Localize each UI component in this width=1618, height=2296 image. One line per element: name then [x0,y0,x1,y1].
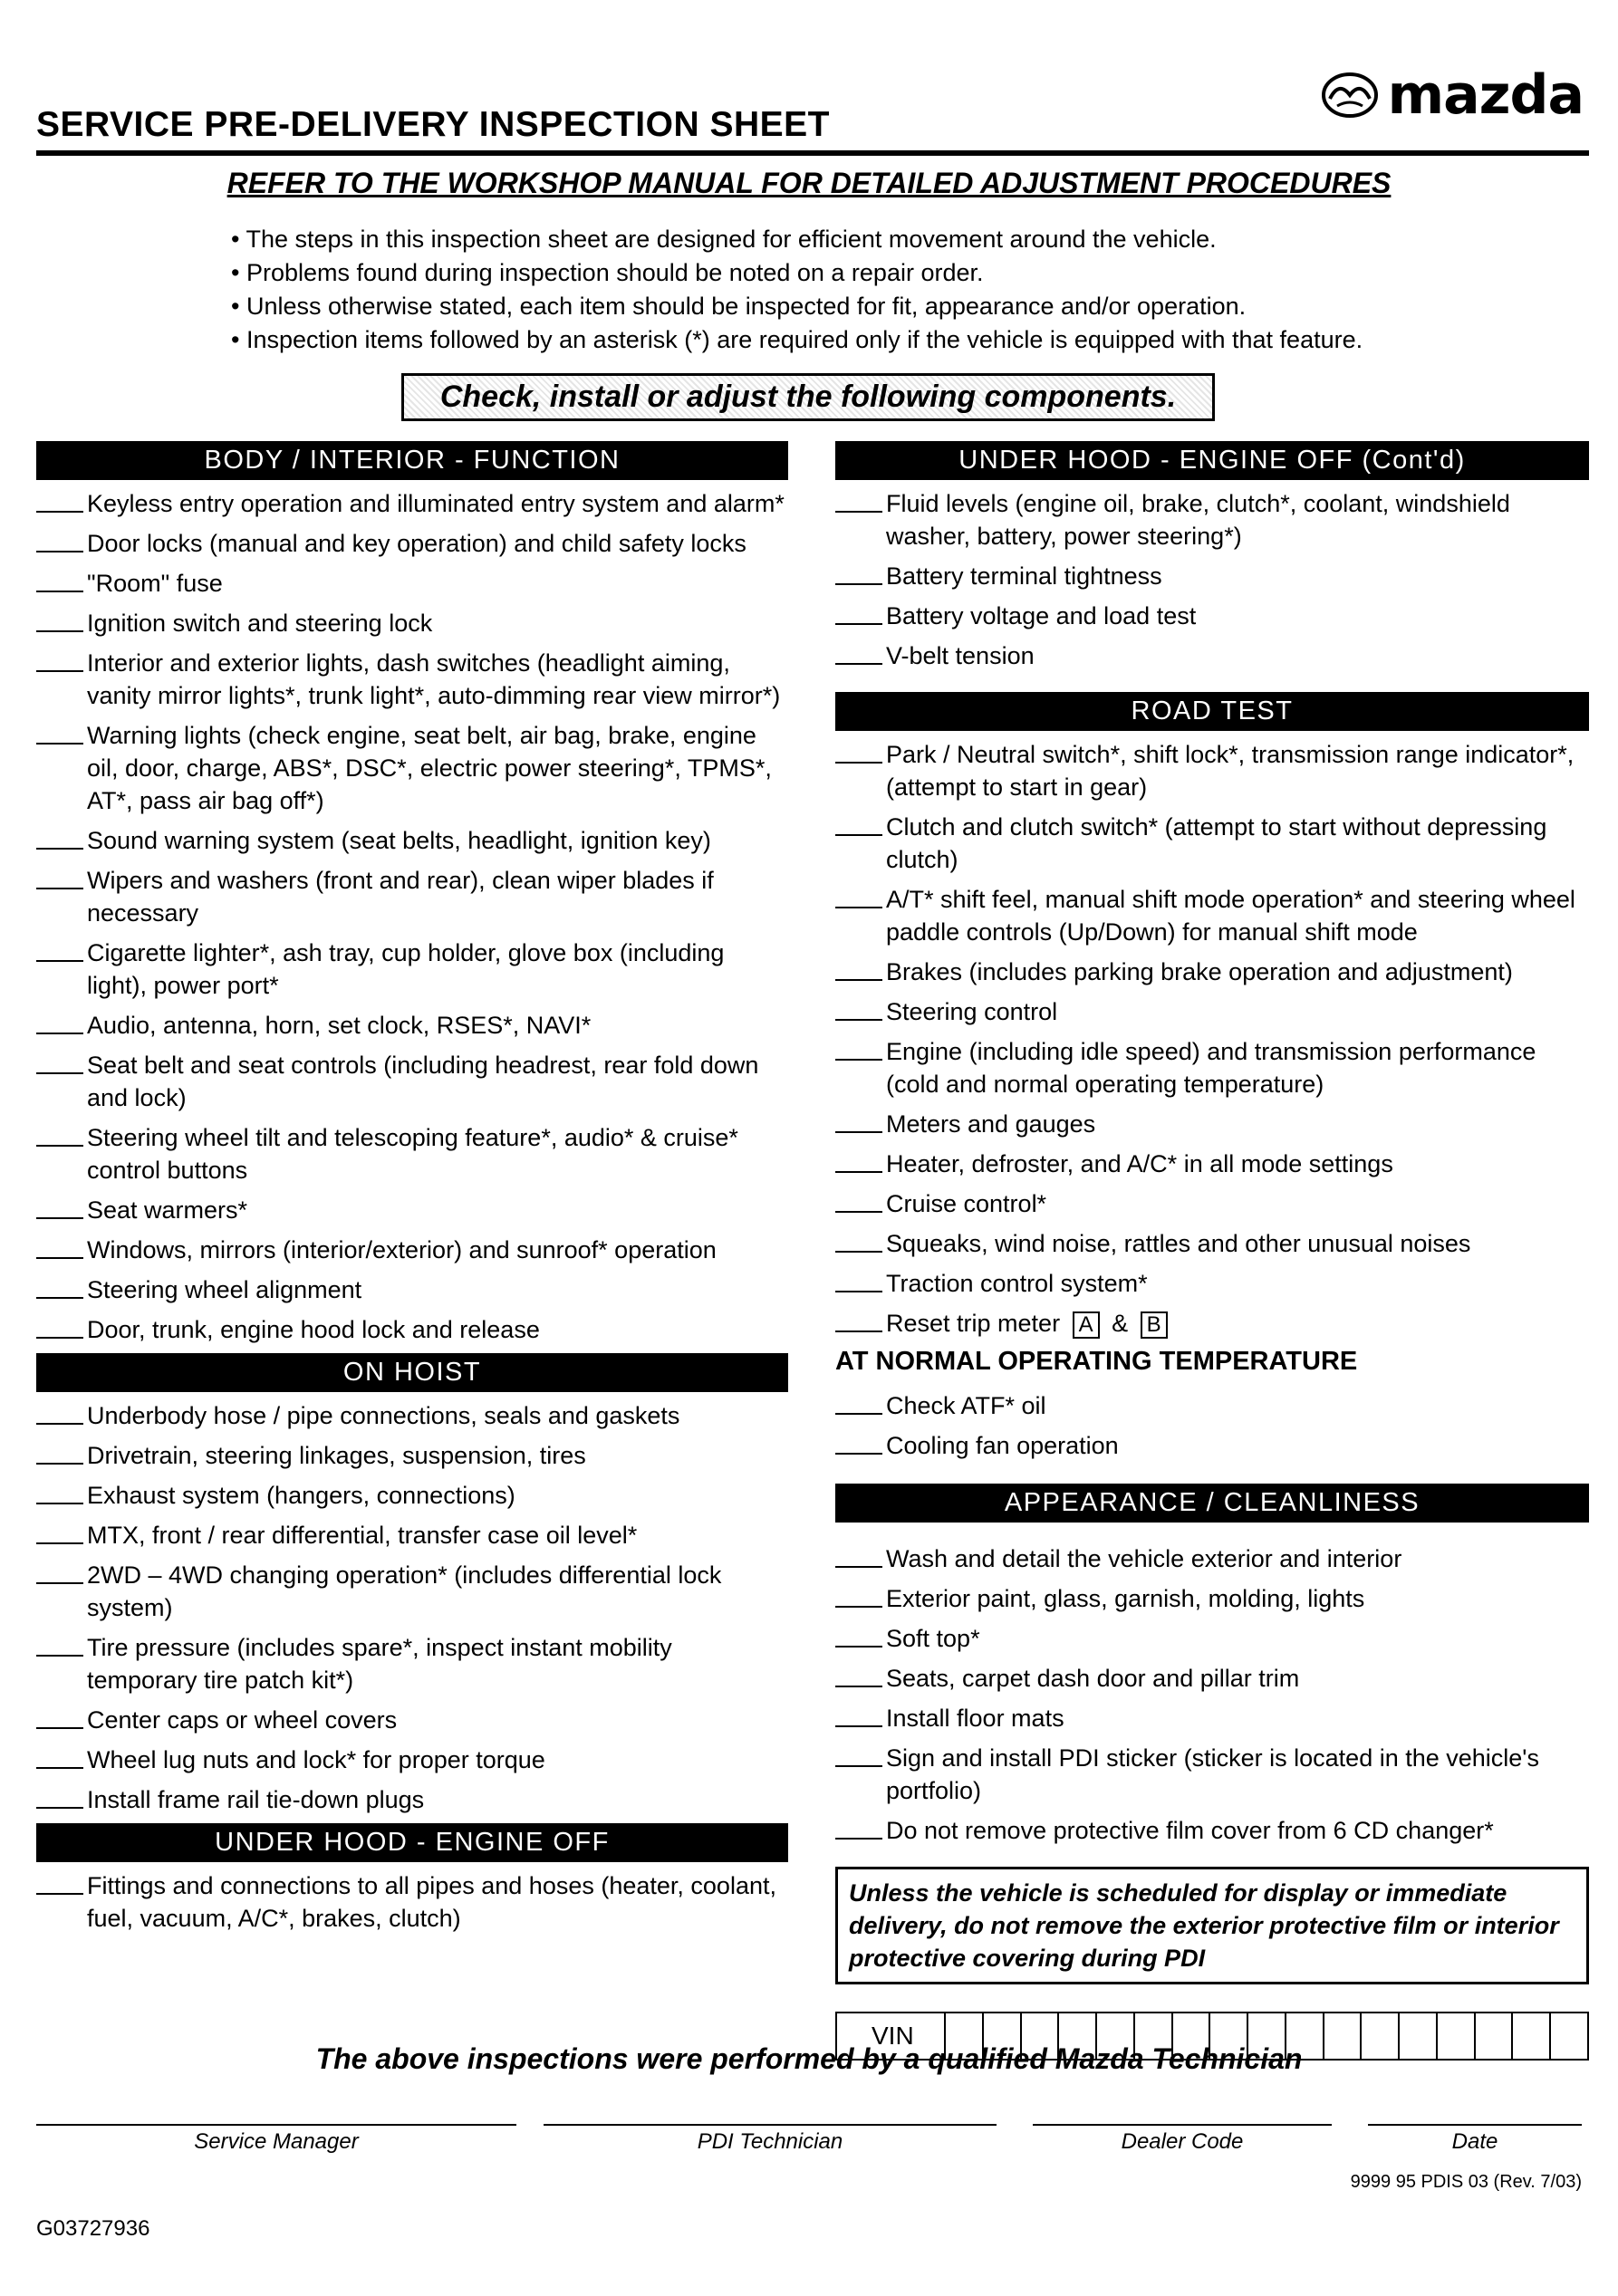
item-text: "Room" fuse [87,570,223,597]
item-text: Wheel lug nuts and lock* for proper torque [87,1746,545,1773]
checklist-item [835,883,1589,948]
item-text: Soft top* [886,1625,980,1652]
check-blank[interactable] [36,1727,83,1729]
item-text: Steering wheel alignment [87,1276,362,1303]
section-header-road-test: ROAD TEST [835,692,1589,731]
checklist-item [36,487,788,520]
section-header-appearance: APPEARANCE / CLEANLINESS [835,1484,1589,1523]
check-blank[interactable] [835,1059,882,1061]
item-text: Do not remove protective film cover from 6 CD changer* [886,1817,1494,1844]
item-text: Heater, defroster, and A/C* in all mode settings [886,1150,1393,1177]
checklist-item [36,1234,788,1266]
check-blank[interactable] [835,1413,882,1415]
checklist-item [835,1148,1589,1180]
intro-item: • Problems found during inspection should be noted on a repair order. [231,256,1363,290]
check-blank[interactable] [835,834,882,836]
check-blank[interactable] [36,1542,83,1544]
item-text: Battery terminal tightness [886,562,1162,590]
item-text: Squeaks, wind noise, rattles and other unusual noises [886,1230,1471,1257]
checklist-item [835,1108,1589,1140]
checklist-item [835,1389,1589,1422]
trip-b-box: B [1141,1311,1168,1339]
item-text: Steering control [886,998,1058,1025]
item-text: Brakes (includes parking brake operation and adjustment) [886,958,1513,985]
check-blank[interactable] [835,1019,882,1021]
item-text: Audio, antenna, horn, set clock, RSES*, NAVI* [87,1012,592,1039]
item-text: Tire pressure (includes spare*, inspect instant mobility temporary tire patch kit*) [87,1634,672,1694]
item-text: Install floor mats [886,1705,1064,1732]
item-text: Traction control system* [886,1270,1148,1297]
item-text: Seats, carpet dash door and pillar trim [886,1665,1300,1692]
check-blank[interactable] [36,1337,83,1339]
item-text: Meters and gauges [886,1110,1096,1138]
check-blank[interactable] [835,1171,882,1173]
field-dealer-code[interactable]: Dealer Code [1033,2124,1332,2155]
checklist-item [835,1622,1589,1655]
check-blank[interactable] [36,1257,83,1259]
normal-temp-list [835,1389,1589,1462]
check-blank[interactable] [835,1131,882,1133]
checklist-item [36,1273,788,1306]
item-text: MTX, front / rear differential, transfer case oil level* [87,1522,638,1549]
checklist-item [835,738,1589,803]
check-blank[interactable] [36,743,83,745]
checklist-item [36,824,788,857]
item-text: Check ATF* oil [886,1392,1046,1419]
check-blank[interactable] [835,1646,882,1648]
signature-pdi-technician[interactable]: PDI Technician [544,2124,997,2155]
check-blank[interactable] [835,1251,882,1253]
header-rule [36,150,1589,156]
checklist-item [36,527,788,560]
checklist-item [36,1519,788,1551]
checklist-item [835,1662,1589,1695]
check-blank[interactable] [36,1072,83,1074]
check-blank[interactable] [36,630,83,632]
checklist-item [36,567,788,600]
body-interior-list [36,487,788,1346]
checklist-item [36,1121,788,1186]
check-blank[interactable] [36,1217,83,1219]
check-blank[interactable] [835,1606,882,1608]
check-blank[interactable] [36,591,83,592]
section-header-normal-temp: AT NORMAL OPERATING TEMPERATURE [835,1347,1358,1376]
check-blank[interactable] [36,1297,83,1299]
checklist-item [835,1742,1589,1807]
section-header-under-hood-contd: UNDER HOOD - ENGINE OFF (Cont'd) [835,441,1589,480]
item-text: Drivetrain, steering linkages, suspension, tires [87,1442,586,1469]
item-text: Door locks (manual and key operation) and child safety locks [87,530,746,557]
item-text: Exhaust system (hangers, connections) [87,1482,515,1509]
item-text: Sound warning system (seat belts, headlight, ignition key) [87,827,711,854]
item-text: Wipers and washers (front and rear), clean wiper blades if necessary [87,867,714,927]
brand-logo [1321,63,1584,127]
checklist-item [36,1009,788,1042]
check-blank[interactable] [835,1765,882,1767]
checklist-item-reset-trip [835,1307,1589,1340]
on-hoist-list [36,1399,788,1816]
item-text: Center caps or wheel covers [87,1706,398,1734]
checklist-item [835,1429,1589,1462]
check-blank[interactable] [835,511,882,513]
checklist-item [36,1559,788,1624]
check-blank[interactable] [36,511,83,513]
certification-statement: The above inspections were performed by a qualified Mazda Technician [315,2042,1303,2075]
signature-service-manager[interactable]: Service Manager [36,2124,516,2155]
check-blank[interactable] [835,762,882,764]
item-text: Interior and exterior lights, dash switches (headlight aiming, vanity mirror lights*, trunk light*, auto-dimming rear view mirror*) [87,649,781,709]
item-text: Fittings and connections to all pipes and hoses (heater, coolant, fuel, vacuum, A/C*, brakes, clutch) [87,1872,776,1932]
checklist-item [36,719,788,817]
check-blank[interactable] [36,1423,83,1425]
item-text: Clutch and clutch switch* (attempt to start without depressing clutch) [886,813,1547,873]
checklist-item [835,1187,1589,1220]
check-blank[interactable] [835,1453,882,1455]
check-blank[interactable] [835,1838,882,1840]
appearance-list [835,1542,1589,1847]
check-blank[interactable] [835,907,882,908]
check-blank[interactable] [835,1331,882,1332]
checklist-item [36,1399,788,1432]
intro-list [231,223,1363,357]
checklist-item [835,487,1589,552]
check-blank[interactable] [36,888,83,889]
item-text: Door, trunk, engine hood lock and release [87,1316,540,1343]
mazda-emblem-icon [1321,72,1379,119]
item-text: Battery voltage and load test [886,602,1197,629]
check-blank[interactable] [835,1566,882,1568]
checklist-item [36,1049,788,1114]
item-text: Cruise control* [886,1190,1047,1217]
intro-item: • Inspection items followed by an asterisk (*) are required only if the vehicle is equipped with that feature. [231,323,1363,357]
check-blank[interactable] [835,623,882,625]
check-blank[interactable] [36,1767,83,1769]
checklist-item [36,1631,788,1696]
check-blank[interactable] [36,551,83,552]
check-blank[interactable] [36,1033,83,1034]
checklist-item [36,937,788,1002]
checklist-item [36,1439,788,1472]
item-text: Install frame rail tie-down plugs [87,1786,425,1813]
check-blank[interactable] [36,1463,83,1465]
item-text: Engine (including idle speed) and transmission performance (cold and normal operating temperature) [886,1038,1536,1098]
item-text: Steering wheel tilt and telescoping feature*, audio* & cruise* control buttons [87,1124,738,1184]
checklist-item [835,639,1589,672]
item-text: Cigarette lighter*, ash tray, cup holder, glove box (including light), power port* [87,939,725,999]
item-text: 2WD – 4WD changing operation* (includes differential lock system) [87,1561,722,1621]
checklist-item [36,1869,788,1935]
check-blank[interactable] [36,1145,83,1147]
trip-amp: & [1112,1310,1129,1337]
vin-label: VIN [872,2022,914,2050]
checklist-item [36,1479,788,1512]
check-blank[interactable] [36,1503,83,1504]
form-number: 9999 95 PDIS 03 (Rev. 7/03) [1350,2172,1582,2192]
checklist-item [36,1744,788,1776]
item-text: Keyless entry operation and illuminated entry system and alarm* [87,490,785,517]
item-text: Park / Neutral switch*, shift lock*, transmission range indicator*, (attempt to start in gear) [886,741,1575,801]
section-header-under-hood: UNDER HOOD - ENGINE OFF [36,1823,788,1862]
check-blank[interactable] [36,670,83,672]
check-blank[interactable] [835,1291,882,1292]
checklist-item [835,1542,1589,1575]
trip-a-box: A [1073,1311,1100,1339]
item-text: Reset trip meter [886,1310,1061,1337]
checklist-item [835,560,1589,592]
section-header-on-hoist: ON HOIST [36,1353,788,1392]
page-title: SERVICE PRE-DELIVERY INSPECTION SHEET [36,105,830,144]
document-id: G03727936 [36,2216,150,2241]
check-blank[interactable] [36,848,83,850]
check-blank[interactable] [835,583,882,585]
item-text: Seat belt and seat controls (including headrest, rear fold down and lock) [87,1052,759,1111]
item-text: Wash and detail the vehicle exterior and interior [886,1545,1402,1572]
item-text: A/T* shift feel, manual shift mode operation* and steering wheel paddle controls (Up/Down) for manual shift mode [886,886,1575,946]
section-header-body-interior: BODY / INTERIOR - FUNCTION [36,441,788,480]
checklist-item [36,1313,788,1346]
item-text: Underbody hose / pipe connections, seals and gaskets [87,1402,680,1429]
check-blank[interactable] [835,1211,882,1213]
checklist-item [835,1267,1589,1300]
checklist-item [835,811,1589,876]
check-blank[interactable] [36,1655,83,1657]
check-blank[interactable] [835,979,882,981]
item-text: Exterior paint, glass, garnish, molding, lights [886,1585,1365,1612]
check-banner: Check, install or adjust the following components. [401,373,1215,421]
checklist-item [36,607,788,639]
left-column [36,441,788,1942]
item-text: V-belt tension [886,642,1035,669]
road-test-list [835,738,1589,1300]
check-blank[interactable] [36,1893,83,1895]
item-text: Fluid levels (engine oil, brake, clutch*, coolant, windshield washer, battery, power steering*) [886,490,1510,550]
intro-item: • The steps in this inspection sheet are designed for efficient movement around the vehicle. [231,223,1363,256]
under-hood-contd-list [835,487,1589,672]
under-hood-list [36,1869,788,1935]
checklist-item [835,1035,1589,1100]
field-date[interactable]: Date [1368,2124,1582,2155]
checklist-item [36,1783,788,1816]
checklist-item [835,1702,1589,1734]
checklist-item [835,995,1589,1028]
item-text: Ignition switch and steering lock [87,610,433,637]
page-subtitle: REFER TO THE WORKSHOP MANUAL FOR DETAILED ADJUSTMENT PROCEDURES [226,167,1392,199]
item-text: Cooling fan operation [886,1432,1119,1459]
check-blank[interactable] [835,1725,882,1727]
protective-film-notice: Unless the vehicle is scheduled for display or immediate delivery, do not remove the exterior protective film or interior protective covering during PDI [835,1867,1589,1984]
check-blank[interactable] [835,1686,882,1687]
check-blank[interactable] [835,663,882,665]
intro-item: • Unless otherwise stated, each item should be inspected for fit, appearance and/or operation. [231,290,1363,323]
checklist-item [36,864,788,929]
check-blank[interactable] [36,960,83,962]
check-blank[interactable] [36,1582,83,1584]
right-column [835,441,1589,2061]
item-text: Warning lights (check engine, seat belt, air bag, brake, engine oil, door, charge, ABS*, DSC*, electric power steering*, TPMS*, AT*, pass air bag off*) [87,722,772,814]
checklist-item [36,1704,788,1736]
item-text: Seat warmers* [87,1196,248,1224]
checklist-item [36,1194,788,1226]
item-text: Windows, mirrors (interior/exterior) and sunroof* operation [87,1236,717,1263]
checklist-item [835,600,1589,632]
checklist-item [835,1582,1589,1615]
checklist-item [36,647,788,712]
checklist-item [835,956,1589,988]
check-blank[interactable] [36,1807,83,1809]
item-text: Sign and install PDI sticker (sticker is located in the vehicle's portfolio) [886,1744,1539,1804]
checklist-item [835,1227,1589,1260]
brand-wordmark: mazda [1387,63,1584,127]
checklist-item [835,1814,1589,1847]
